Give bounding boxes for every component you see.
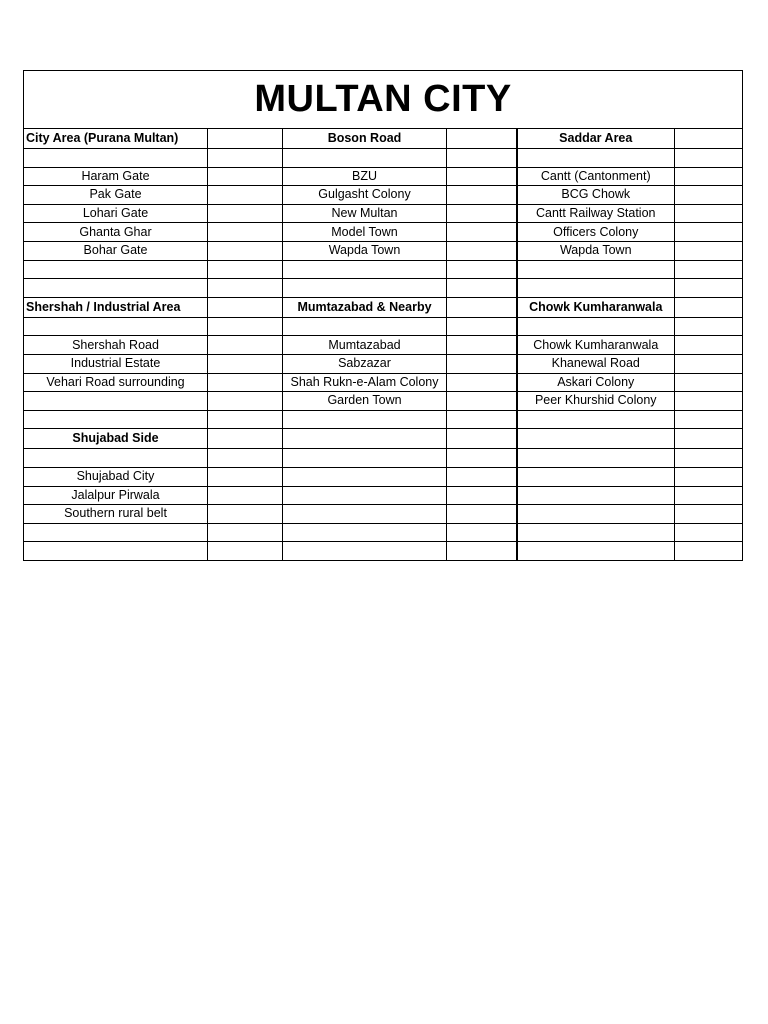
spacer-row [24,260,743,279]
area-item: Sabzazar [283,354,447,373]
area-item: Southern rural belt [24,505,208,524]
area-item: Cantt (Cantonment) [517,167,675,186]
table-row [24,204,743,223]
area-item: Cantt Railway Station [517,204,675,223]
area-item: Garden Town [283,392,447,411]
area-item: BCG Chowk [517,186,675,205]
area-item: Chowk Kumharanwala [517,336,675,355]
multan-city-table [23,70,743,561]
area-item: Bohar Gate [24,241,208,260]
table-row [24,223,743,242]
empty-cell [447,429,517,449]
table-row [24,336,743,355]
sheet-title: MULTAN CITY [24,71,743,129]
empty-cell [208,429,283,449]
area-item: Lohari Gate [24,204,208,223]
area-item: Vehari Road surrounding [24,373,208,392]
block-1-header-row [24,129,743,149]
empty-cell [447,297,517,317]
table-row [24,467,743,486]
spacer-row [24,523,743,542]
block-2-header-row [24,297,743,317]
area-item [517,505,675,524]
area-item [517,486,675,505]
area-item: Industrial Estate [24,354,208,373]
table-row [24,505,743,524]
spacer-row [24,317,743,336]
spacer-row [24,449,743,468]
area-item: Khanewal Road [517,354,675,373]
table-row [24,241,743,260]
spacer-row [24,542,743,561]
area-item: BZU [283,167,447,186]
empty-cell [208,129,283,149]
table-row [24,373,743,392]
table-row [24,186,743,205]
spacer-row [24,149,743,168]
spacer-row [24,279,743,298]
area-heading: Saddar Area [517,129,675,149]
area-item: Haram Gate [24,167,208,186]
area-item: Shujabad City [24,467,208,486]
empty-cell [675,129,743,149]
spacer-row [24,410,743,429]
title-row [24,71,743,129]
empty-cell [208,297,283,317]
table-row [24,167,743,186]
empty-cell [675,297,743,317]
area-item: Peer Khurshid Colony [517,392,675,411]
area-item [283,486,447,505]
area-item: Model Town [283,223,447,242]
area-heading: City Area (Purana Multan) [24,129,208,149]
area-item: Wapda Town [517,241,675,260]
area-item: Officers Colony [517,223,675,242]
area-item: Pak Gate [24,186,208,205]
area-item [517,467,675,486]
block-3-header-row [24,429,743,449]
area-heading: Shujabad Side [24,429,208,449]
area-item: Wapda Town [283,241,447,260]
area-heading: Chowk Kumharanwala [517,297,675,317]
area-item: Askari Colony [517,373,675,392]
area-heading: Mumtazabad & Nearby [283,297,447,317]
area-item: Mumtazabad [283,336,447,355]
area-item [283,505,447,524]
area-heading [283,429,447,449]
empty-cell [447,129,517,149]
area-item [283,467,447,486]
table-row [24,392,743,411]
area-item: New Multan [283,204,447,223]
area-item: Shershah Road [24,336,208,355]
area-heading: Boson Road [283,129,447,149]
area-item [24,392,208,411]
table-row [24,486,743,505]
area-heading [517,429,675,449]
area-heading: Shershah / Industrial Area [24,297,208,317]
area-item: Jalalpur Pirwala [24,486,208,505]
area-item: Ghanta Ghar [24,223,208,242]
area-item: Gulgasht Colony [283,186,447,205]
empty-cell [675,429,743,449]
table-row [24,354,743,373]
area-item: Shah Rukn-e-Alam Colony [283,373,447,392]
